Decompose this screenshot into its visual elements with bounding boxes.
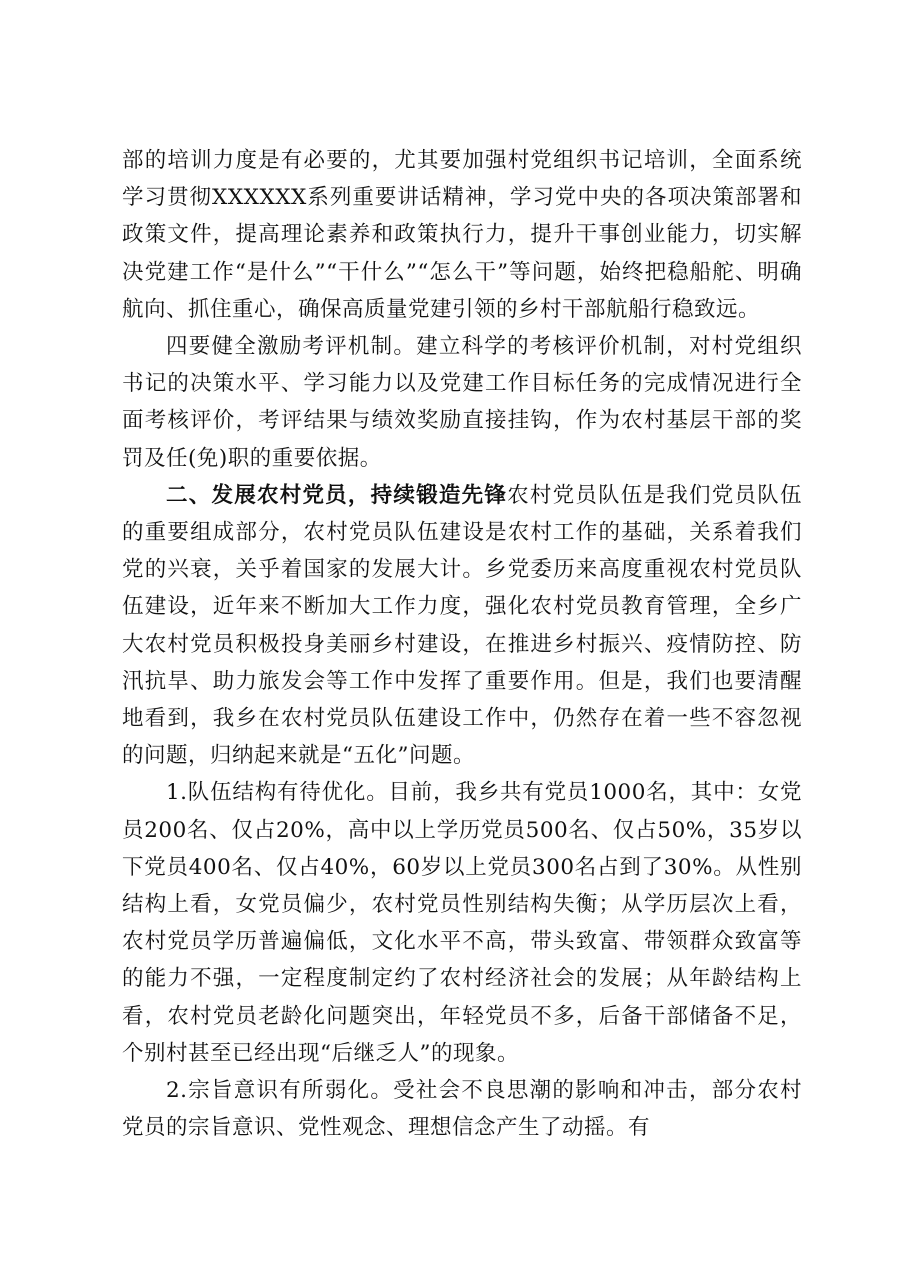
paragraph-training-continued [122, 142, 802, 328]
paragraph-structure-optimization [122, 774, 802, 1072]
paragraph-text: 1.队伍结构有待优化。目前，我乡共有党员1000名，其中：女党员200名、仅占20%，高中以上学历党员500名、仅占50%，35岁以下党员400名、仅占40%，60岁以上党员300名占到了30%。从性别结构上看，女党员偏少，农村党员性别结构失衡；从学历层次上看，农村党员学历普遍偏低，文化水平不高，带头致富、带领群众致富等的能力不强，一定程度制定约了农村经济社会的发展；从年龄结构上看，农村党员老龄化问题突出，年轻党员不多，后备干部储备不足，个别村甚至已经出现“后继乏人”的现象。 [122, 780, 802, 1066]
paragraph-text: 2.宗旨意识有所弱化。受社会不良思潮的影响和冲击，部分农村党员的宗旨意识、党性观念、理想信念产生了动摇。有 [122, 1078, 802, 1141]
paragraph-purpose-awareness [122, 1072, 802, 1146]
paragraph-text: 部的培训力度是有必要的，尤其要加强村党组织书记培训，全面系统学习贯彻XXXXXX系列重要讲话精神，学习党中央的各项决策部署和政策文件，提高理论素养和政策执行力，提升干事创业能力，切实解决党建工作“是什么”“干什么”“怎么干”等问题，始终把稳船舵、明确航向、抓住重心，确保高质量党建引领的乡村干部航船行稳致远。 [122, 148, 802, 322]
section-heading: 二、发展农村党员，持续锻造先锋 [166, 482, 508, 508]
paragraph-incentive-evaluation [122, 328, 802, 477]
paragraph-text: 农村党员队伍是我们党员队伍的重要组成部分，农村党员队伍建设是农村工作的基础，关系着我们党的兴衰，关乎着国家的发展大计。乡党委历来高度重视农村党员队伍建设，近年来不断加大工作力度，强化农村党员教育管理，全乡广大农村党员积极投身美丽乡村建设，在推进乡村振兴、疫情防控、防汛抗旱、助力旅发会等工作中发挥了重要作用。但是，我们也要清醒地看到，我乡在农村党员队伍建设工作中，仍然存在着一些不容忽视的问题，归纳起来就是“五化”问题。 [122, 482, 802, 769]
paragraph-text: 四要健全激励考评机制。建立科学的考核评价机制，对村党组织书记的决策水平、学习能力以及党建工作目标任务的完成情况进行全面考核评价，考评结果与绩效奖励直接挂钩，作为农村基层干部的奖罚及任(免)职的重要依据。 [122, 334, 802, 471]
paragraph-develop-party-members [122, 477, 802, 775]
document-page [122, 142, 802, 1146]
